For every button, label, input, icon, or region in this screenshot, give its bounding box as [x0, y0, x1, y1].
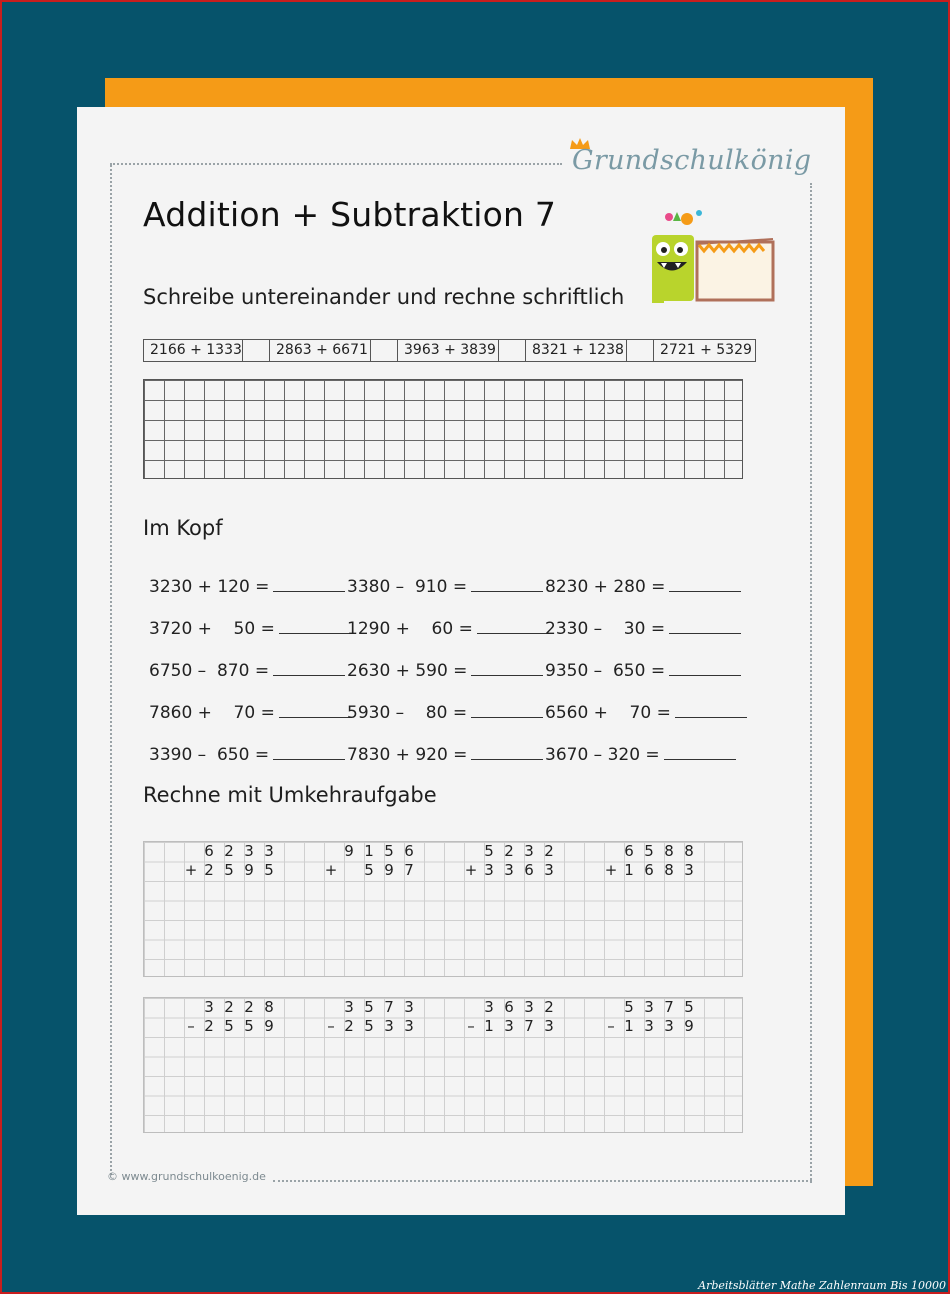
mental-task — [149, 701, 351, 723]
answer-blank[interactable] — [279, 617, 351, 634]
digit: 6 — [504, 998, 514, 1016]
mental-task-text: 3670 – 320 = — [545, 745, 660, 765]
digit: 5 — [224, 1017, 234, 1035]
mental-task — [347, 575, 543, 597]
digit: 5 — [264, 861, 274, 879]
digit: 2 — [224, 842, 234, 860]
digit: 9 — [244, 861, 254, 879]
answer-blank[interactable] — [669, 659, 741, 676]
monster-mascot-icon — [647, 207, 777, 305]
digit: 3 — [684, 861, 694, 879]
mental-task — [149, 575, 345, 597]
mental-task-text: 2330 – 30 = — [545, 619, 666, 639]
mental-task-text: 6750 – 870 = — [149, 661, 270, 681]
digit: 7 — [404, 861, 414, 879]
mental-task-text: 6560 + 70 = — [545, 703, 671, 723]
answer-blank[interactable] — [664, 743, 736, 760]
operator: – — [607, 1017, 615, 1035]
answer-blank[interactable] — [273, 659, 345, 676]
mental-task-text: 2630 + 590 = — [347, 661, 468, 681]
digit: 9 — [384, 861, 394, 879]
digit: 1 — [364, 842, 374, 860]
mental-task-text: 8230 + 280 = — [545, 577, 666, 597]
digit: 3 — [644, 998, 654, 1016]
digit: 3 — [244, 842, 254, 860]
answer-blank[interactable] — [669, 575, 741, 592]
digit: 3 — [544, 1017, 554, 1035]
mental-task — [149, 743, 345, 765]
footer-url: © www.grundschulkoenig.de — [107, 1170, 266, 1183]
digit: 6 — [204, 842, 214, 860]
equation-spacer — [243, 340, 270, 361]
mental-task — [149, 659, 345, 681]
digit: 9 — [264, 1017, 274, 1035]
digit: 3 — [504, 1017, 514, 1035]
digit: 3 — [664, 1017, 674, 1035]
digit: 9 — [344, 842, 354, 860]
answer-blank[interactable] — [669, 617, 741, 634]
operator: + — [184, 861, 198, 879]
dotted-border-bottom — [273, 1180, 812, 1182]
digit: 3 — [524, 842, 534, 860]
answer-blank[interactable] — [279, 701, 351, 718]
digit: 1 — [624, 861, 634, 879]
digit: 8 — [664, 842, 674, 860]
digit: 7 — [384, 998, 394, 1016]
digit: 7 — [664, 998, 674, 1016]
digit: 8 — [684, 842, 694, 860]
mental-task-text: 1290 + 60 = — [347, 619, 473, 639]
digit: 6 — [624, 842, 634, 860]
digit: 3 — [344, 998, 354, 1016]
dotted-border-left — [110, 165, 112, 1175]
worksheet-page — [77, 107, 845, 1215]
equation-spacer — [499, 340, 526, 361]
digit: 3 — [524, 998, 534, 1016]
digit: 5 — [484, 842, 494, 860]
digit: 1 — [624, 1017, 634, 1035]
digit: 3 — [644, 1017, 654, 1035]
digit: 2 — [544, 998, 554, 1016]
equation-strip — [143, 339, 756, 362]
mental-task-text: 3230 + 120 = — [149, 577, 270, 597]
digit: 5 — [364, 1017, 374, 1035]
dotted-border-top — [110, 163, 562, 165]
mental-task — [545, 575, 741, 597]
mental-task-text: 9350 – 650 = — [545, 661, 666, 681]
digit: 3 — [204, 998, 214, 1016]
operator: + — [604, 861, 618, 879]
digit: 2 — [504, 842, 514, 860]
answer-blank[interactable] — [273, 743, 345, 760]
equation-1: 2166 + 1333 — [144, 340, 243, 361]
mental-task-text: 7830 + 920 = — [347, 745, 468, 765]
digit: 3 — [264, 842, 274, 860]
operator: – — [467, 1017, 475, 1035]
digit: 3 — [544, 861, 554, 879]
answer-blank[interactable] — [477, 617, 549, 634]
digit: 3 — [384, 1017, 394, 1035]
operator: – — [327, 1017, 335, 1035]
mental-task — [347, 743, 543, 765]
answer-blank[interactable] — [471, 575, 543, 592]
image-caption: Arbeitsblätter Mathe Zahlenraum Bis 10000 — [698, 1279, 946, 1292]
mental-task-text: 3720 + 50 = — [149, 619, 275, 639]
dotted-border-right — [810, 183, 812, 1183]
mental-task — [347, 659, 543, 681]
digit: 2 — [224, 998, 234, 1016]
subtraction-grid-block[interactable] — [143, 997, 743, 1133]
mental-task — [545, 659, 741, 681]
digit: 6 — [644, 861, 654, 879]
mental-task-text: 5930 – 80 = — [347, 703, 468, 723]
equation-5: 2721 + 5329 — [660, 342, 752, 358]
digit: 7 — [524, 1017, 534, 1035]
mental-task-text: 3380 – 910 = — [347, 577, 468, 597]
digit: 5 — [644, 842, 654, 860]
addition-grid-block[interactable] — [143, 841, 743, 977]
operator: + — [324, 861, 338, 879]
digit: 3 — [504, 861, 514, 879]
digit: 2 — [544, 842, 554, 860]
equation-spacer — [371, 340, 398, 361]
digit: 5 — [224, 861, 234, 879]
digit: 5 — [624, 998, 634, 1016]
section-heading-written: Schreibe untereinander und rechne schriftlich — [143, 285, 625, 309]
answer-blank[interactable] — [675, 701, 747, 718]
mental-task-text: 3390 – 650 = — [149, 745, 270, 765]
digit: 2 — [204, 1017, 214, 1035]
digit: 5 — [384, 842, 394, 860]
digit: 9 — [684, 1017, 694, 1035]
answer-blank[interactable] — [471, 743, 543, 760]
digit: 3 — [484, 861, 494, 879]
digit: 5 — [684, 998, 694, 1016]
equation-4: 8321 + 1238 — [526, 340, 627, 361]
digit: 3 — [484, 998, 494, 1016]
section-heading-inverse: Rechne mit Umkehraufgabe — [143, 783, 437, 807]
operator: + — [464, 861, 478, 879]
mental-task — [347, 617, 549, 639]
digit: 2 — [204, 861, 214, 879]
calculation-grid[interactable] — [143, 379, 743, 479]
answer-blank[interactable] — [471, 659, 543, 676]
digit: 6 — [404, 842, 414, 860]
digit: 2 — [344, 1017, 354, 1035]
mental-task — [545, 617, 741, 639]
digit: 5 — [364, 861, 374, 879]
mental-task — [347, 701, 543, 723]
mental-task — [545, 743, 736, 765]
digit: 8 — [264, 998, 274, 1016]
brand-logo: Grundschulkönig — [572, 145, 812, 176]
digit: 5 — [364, 998, 374, 1016]
equation-2: 2863 + 6671 — [270, 340, 371, 361]
digit: 3 — [404, 998, 414, 1016]
digit: 5 — [244, 1017, 254, 1035]
digit: 2 — [244, 998, 254, 1016]
mental-task — [149, 617, 351, 639]
digit: 8 — [664, 861, 674, 879]
answer-blank[interactable] — [471, 701, 543, 718]
section-heading-mental: Im Kopf — [143, 516, 223, 540]
digit: 1 — [484, 1017, 494, 1035]
equation-3: 3963 + 3839 — [398, 340, 499, 361]
digit: 3 — [404, 1017, 414, 1035]
mental-task — [545, 701, 747, 723]
answer-blank[interactable] — [273, 575, 345, 592]
digit: 6 — [524, 861, 534, 879]
operator: – — [187, 1017, 195, 1035]
equation-spacer — [627, 340, 654, 361]
mental-task-text: 7860 + 70 = — [149, 703, 275, 723]
page-title: Addition + Subtraktion 7 — [143, 195, 557, 234]
